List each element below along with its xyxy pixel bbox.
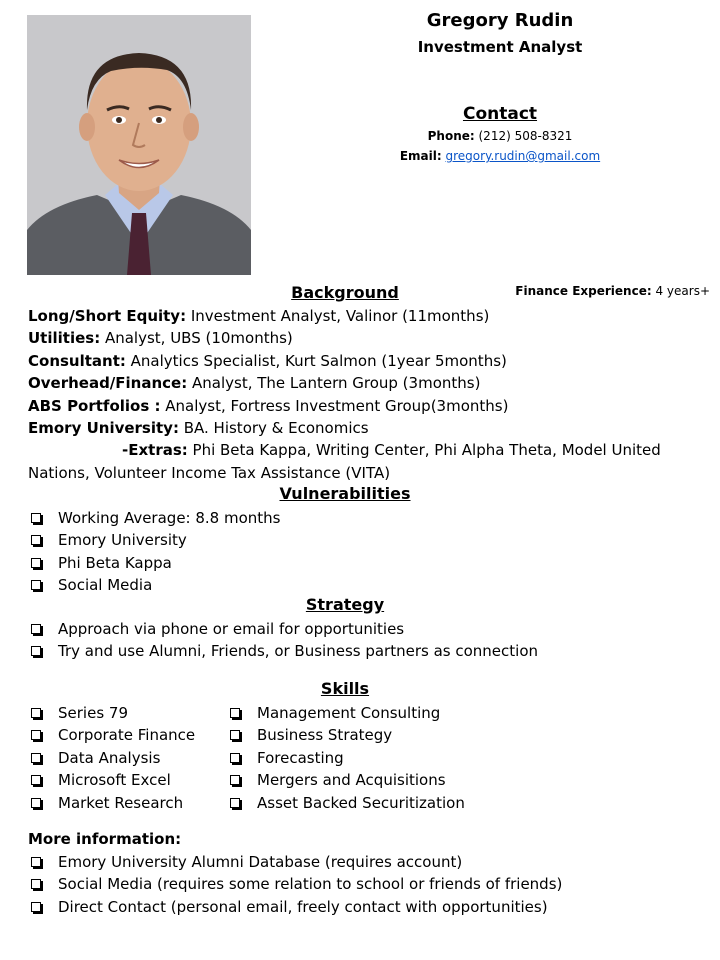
- skill-item: [28, 769, 195, 791]
- skill-item: [227, 702, 465, 724]
- strategy-list: [28, 618, 538, 663]
- skill-text: Data Analysis: [58, 748, 161, 767]
- list-item-text: Phi Beta Kappa: [58, 553, 172, 572]
- skills-heading: Skills: [320, 679, 370, 698]
- skill-text: Series 79: [58, 704, 128, 722]
- checkbox-bullet-icon: [31, 708, 41, 718]
- skill-item: [227, 792, 465, 814]
- skill-text: Management Consulting: [257, 704, 441, 722]
- skill-text: Asset Backed Securitization: [257, 793, 465, 812]
- checkbox-bullet-icon: [31, 902, 41, 912]
- skill-item: [227, 724, 465, 746]
- list-item: [28, 640, 538, 662]
- finance-experience-label: Finance Experience:: [515, 284, 652, 298]
- background-item: [28, 305, 688, 327]
- checkbox-bullet-icon: [31, 857, 41, 867]
- skills-list-right: [227, 702, 465, 814]
- background-item: [28, 417, 688, 439]
- email-label: Email:: [399, 149, 442, 163]
- background-item-value: Phi Beta Kappa, Writing Center, Phi Alpha Theta, Model United Nations, Volunteer Income Tax Assistance (VITA): [28, 441, 661, 482]
- skills-list-left: [28, 702, 195, 814]
- email-link[interactable]: gregory.rudin@gmail.com: [445, 149, 601, 163]
- skill-item: [28, 792, 195, 814]
- list-item-text: Try and use Alumni, Friends, or Business partners as connection: [58, 642, 539, 661]
- checkbox-bullet-icon: [230, 798, 240, 808]
- skill-item: [28, 724, 195, 746]
- background-list: [28, 305, 688, 484]
- phone-value: (212) 508-8321: [474, 129, 573, 143]
- checkbox-bullet-icon: [31, 879, 41, 889]
- background-item-label: Utilities:: [28, 329, 101, 348]
- background-item-label: -Extras:: [122, 441, 188, 460]
- list-item: [28, 574, 281, 596]
- background-item: [28, 395, 688, 417]
- skill-item: [227, 769, 465, 791]
- checkbox-bullet-icon: [31, 624, 41, 634]
- background-item-value: BA. History & Economics: [178, 419, 369, 438]
- phone-line: [360, 129, 640, 143]
- checkbox-bullet-icon: [31, 646, 41, 656]
- person-portrait-icon: [27, 15, 251, 275]
- list-item-text: Social Media (requires some relation to school or friends of friends): [58, 875, 563, 894]
- skill-text: Forecasting: [257, 748, 344, 767]
- background-item-value: Analytics Specialist, Kurt Salmon (1year 5months): [125, 351, 507, 370]
- job-title: Investment Analyst: [417, 38, 583, 56]
- person-name: Gregory Rudin: [426, 10, 574, 31]
- checkbox-bullet-icon: [31, 580, 41, 590]
- email-line: [360, 149, 640, 163]
- skill-text: Market Research: [58, 793, 184, 812]
- checkbox-bullet-icon: [230, 753, 240, 763]
- background-item: [28, 327, 688, 349]
- checkbox-bullet-icon: [230, 730, 240, 740]
- vulnerabilities-list: [28, 507, 281, 597]
- list-item-text: Direct Contact (personal email, freely contact with opportunities): [58, 897, 548, 916]
- skill-item: [227, 747, 465, 769]
- checkbox-bullet-icon: [230, 708, 240, 718]
- list-item: [28, 507, 281, 529]
- vulnerabilities-heading: Vulnerabilities: [279, 484, 411, 503]
- checkbox-bullet-icon: [31, 730, 41, 740]
- skill-text: Microsoft Excel: [58, 771, 171, 790]
- list-item: [28, 896, 562, 918]
- more-info-list: [28, 851, 562, 918]
- finance-experience-value: 4 years+: [651, 284, 710, 298]
- checkbox-bullet-icon: [230, 775, 240, 785]
- skill-item: [28, 747, 195, 769]
- skill-text: Corporate Finance: [58, 726, 196, 745]
- list-item: [28, 851, 562, 873]
- list-item-text: Social Media: [58, 576, 153, 595]
- checkbox-bullet-icon: [31, 535, 41, 545]
- skill-text: Business Strategy: [257, 726, 393, 745]
- background-item: [28, 439, 688, 484]
- checkbox-bullet-icon: [31, 798, 41, 808]
- list-item-text: Emory University: [58, 531, 187, 550]
- phone-label: Phone:: [427, 129, 475, 143]
- checkbox-bullet-icon: [31, 558, 41, 568]
- list-item-text: Approach via phone or email for opportunities: [58, 620, 405, 638]
- background-item-label: Overhead/Finance:: [28, 374, 188, 393]
- checkbox-bullet-icon: [31, 775, 41, 785]
- more-info-heading: More information:: [28, 830, 182, 848]
- list-item: [28, 618, 538, 640]
- checkbox-bullet-icon: [31, 513, 41, 523]
- list-item-text: Working Average: 8.8 months: [58, 509, 281, 527]
- contact-heading: Contact: [462, 104, 538, 124]
- list-item: [28, 873, 562, 895]
- headshot-photo: [27, 15, 251, 275]
- background-item-value: Analyst, The Lantern Group (3months): [187, 374, 481, 393]
- background-item-label: Emory University:: [28, 419, 179, 438]
- list-item: [28, 552, 281, 574]
- background-item-label: Long/Short Equity:: [28, 307, 187, 325]
- skill-text: Mergers and Acquisitions: [257, 771, 446, 790]
- background-item: [28, 372, 688, 394]
- background-item-value: Analyst, UBS (10months): [100, 329, 293, 348]
- list-item-text: Emory University Alumni Database (requires account): [58, 853, 463, 871]
- list-item: [28, 529, 281, 551]
- background-item-value: Analyst, Fortress Investment Group(3months): [160, 396, 509, 415]
- strategy-heading: Strategy: [305, 595, 385, 614]
- background-heading: Background: [291, 283, 399, 302]
- background-item: [28, 350, 688, 372]
- checkbox-bullet-icon: [31, 753, 41, 763]
- background-item-label: Consultant:: [28, 351, 126, 370]
- background-item-label: ABS Portfolios :: [28, 396, 161, 415]
- background-item-value: Investment Analyst, Valinor (11months): [186, 307, 490, 325]
- skill-item: [28, 702, 195, 724]
